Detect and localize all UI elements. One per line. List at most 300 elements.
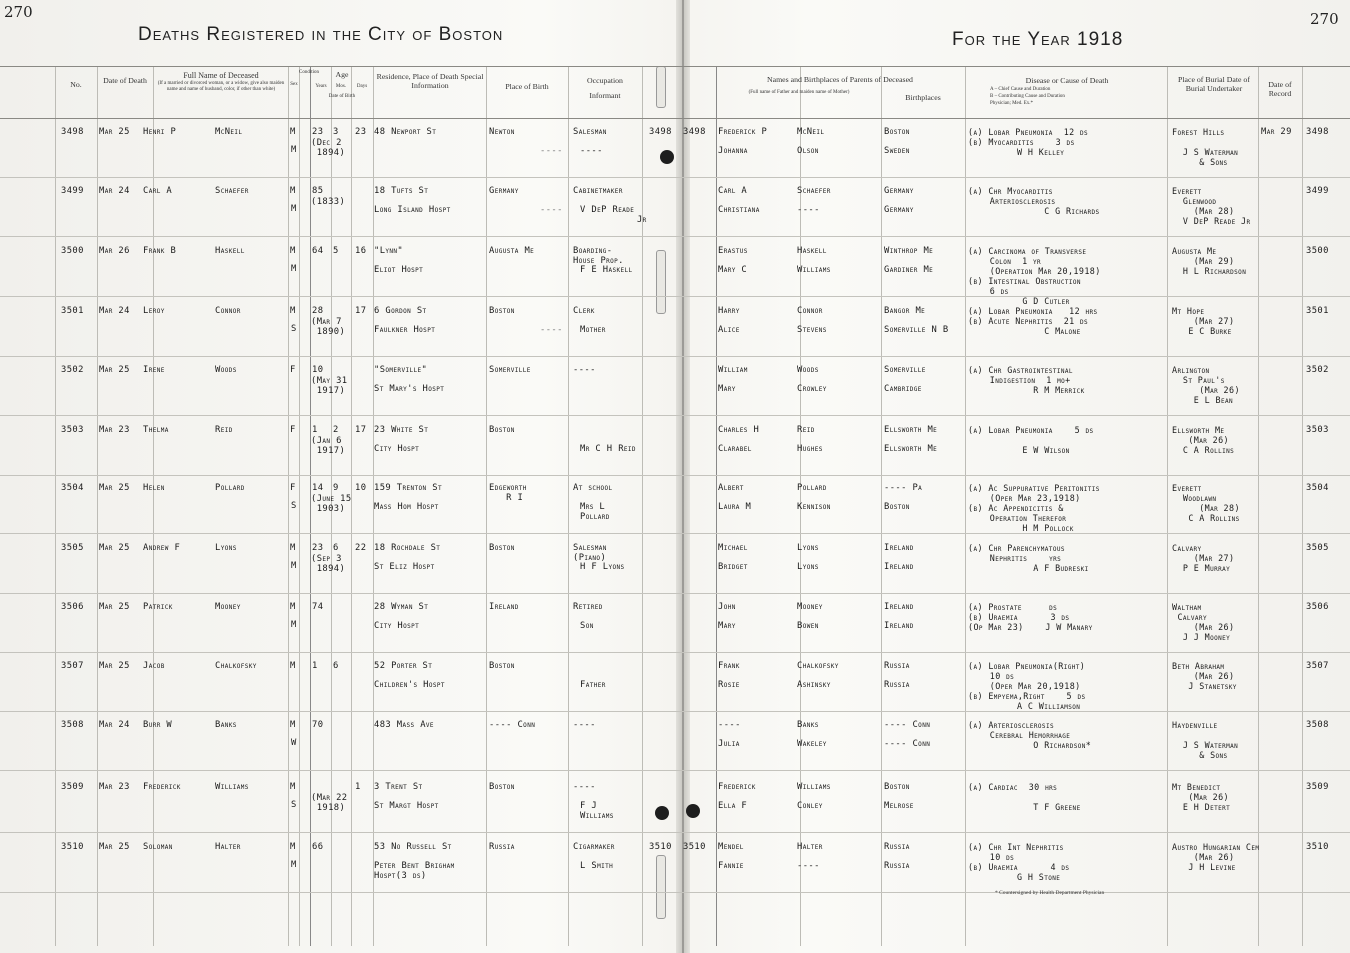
burial: Calvary (Mar 27) P E Murray: [1172, 543, 1235, 573]
mother-last: Bowen: [797, 621, 819, 631]
binding-tab: [656, 66, 666, 108]
father-first: Michael: [718, 543, 748, 553]
header-residence: Residence, Place of Death Special Information: [376, 72, 484, 90]
row-rule: [0, 832, 1350, 833]
rnum2: 3505: [1306, 543, 1329, 553]
cause: (a) Carcinoma of Transverse Colon 1 yr (Operation Mar 20,1918) (b) Intestinal Obstruction 6 ds G D Cutler: [968, 246, 1101, 306]
inf: F J Williams: [580, 801, 614, 821]
date: Mar 25: [99, 365, 130, 375]
row-rule: [0, 770, 1350, 771]
mother-first: Mary: [718, 621, 736, 631]
no: 3498: [61, 127, 84, 137]
cond: M: [291, 620, 297, 630]
first: Thelma: [143, 425, 169, 435]
burial: Forest Hills J S Waterman & Sons: [1172, 127, 1239, 167]
occ: ----: [573, 720, 596, 730]
row-rule: [0, 652, 1350, 653]
pob: Germany: [489, 186, 519, 196]
date: Mar 25: [99, 842, 130, 852]
rnum2: 3499: [1306, 186, 1329, 196]
years: 1: [312, 425, 318, 435]
date: Mar 24: [99, 306, 130, 316]
header-physician: Physician; Med. Ex.*: [990, 101, 1034, 106]
father-first: Frederick P: [718, 127, 768, 137]
father-first: ----: [718, 720, 741, 730]
first: Burr W: [143, 720, 173, 730]
date: Mar 23: [99, 425, 130, 435]
footnote: * Countersigned by Health Department Physician: [995, 890, 1105, 896]
dob: (May 31 1917): [311, 376, 348, 396]
header-mos: Mos.: [335, 84, 347, 89]
mother-first: Alice: [718, 325, 740, 335]
father-bp: Germany: [884, 186, 914, 196]
res2: Children's Hospt: [374, 680, 445, 690]
mother-last: Williams: [797, 265, 831, 275]
burial: Ellsworth Me (Mar 26) C A Rollins: [1172, 425, 1235, 455]
mother-last: Kennison: [797, 502, 831, 512]
date: Mar 25: [99, 127, 130, 137]
mother-first: Johanna: [718, 146, 748, 156]
res1: 53 No Russell St: [374, 842, 452, 852]
father-last: Chalkofsky: [797, 661, 839, 671]
father-first: Mendel: [718, 842, 744, 852]
father-last: Pollard: [797, 483, 827, 493]
sex: F: [290, 365, 296, 375]
burial: Augusta Me (Mar 29) H L Richardson: [1172, 246, 1247, 276]
pob: Boston: [489, 782, 515, 792]
mother-bp: Russia: [884, 861, 910, 871]
father-last: Halter: [797, 842, 823, 852]
header-years: Years: [315, 84, 327, 89]
rnum2: 3503: [1306, 425, 1329, 435]
burial: Haydenville J S Waterman & Sons: [1172, 720, 1239, 760]
occ: ----: [573, 782, 596, 792]
pob2: ----: [540, 325, 563, 335]
header-parents: Names and Birthplaces of Parents of Deceased: [767, 75, 913, 84]
father-first: Harry: [718, 306, 740, 316]
mother-bp: Boston: [884, 502, 910, 512]
sex: F: [290, 483, 296, 493]
mother-first: Clarabel: [718, 444, 752, 454]
res1: 18 Rochdale St: [374, 543, 441, 553]
burial: Everett Glenwood (Mar 28) V DeP Reade Jr: [1172, 186, 1251, 226]
rnum2: 3508: [1306, 720, 1329, 730]
res1: 6 Gordon St: [374, 306, 427, 316]
father-last: Schaefer: [797, 186, 831, 196]
dob: (Sep 3 1894): [311, 554, 346, 574]
mother-first: Mary: [718, 384, 736, 394]
header-disease: Disease or Cause of Death: [1025, 76, 1109, 85]
sex: M: [290, 842, 296, 852]
father-bp: Ireland: [884, 602, 914, 612]
rnum: 3510: [683, 842, 706, 852]
res1: "Somerville": [374, 365, 428, 375]
days: 17: [355, 425, 367, 435]
sex: M: [290, 127, 296, 137]
last: Banks: [215, 720, 237, 730]
binding-hole: [660, 150, 674, 164]
years: 23: [312, 543, 324, 553]
header-full-name-note: (If a married or divorced woman, or a widow, give also maiden name and name of husband, color, if other than white): [157, 81, 285, 92]
inf: V DeP Reade Jr: [580, 205, 647, 225]
rnum2: 3507: [1306, 661, 1329, 671]
page-number-right: 270: [1310, 10, 1339, 28]
mother-bp: Ireland: [884, 562, 914, 572]
res1: 28 Wyman St: [374, 602, 429, 612]
header-age: Age: [335, 70, 349, 79]
last: Haskell: [215, 246, 245, 256]
gnum: 3498: [649, 127, 672, 137]
mother-last: ----: [797, 205, 820, 215]
header-place-of-birth: Place of Birth: [505, 82, 549, 91]
no: 3500: [61, 246, 84, 256]
last: Reid: [215, 425, 233, 435]
years: 14: [312, 483, 324, 493]
dob: (Mar 22 1918): [311, 793, 348, 813]
cause: (a) Chr Myocarditis Arteriosclerosis C G Richards: [968, 186, 1100, 216]
father-last: Mooney: [797, 602, 823, 612]
days: 1: [355, 782, 361, 792]
days: 10: [355, 483, 367, 493]
cause: (a) Cardiac 30 hrs T F Greene: [968, 782, 1081, 812]
last: Schaefer: [215, 186, 249, 196]
days: 16: [355, 246, 367, 256]
cause: (a) Lobar Pneumonia 12 hrs (b) Acute Nephritis 21 ds C Malone: [968, 306, 1098, 336]
row-rule: [0, 533, 1350, 534]
occ: Cigarmaker: [573, 842, 615, 852]
mother-first: Ella F: [718, 801, 748, 811]
res1: 159 Trenton St: [374, 483, 442, 493]
row-rule: [0, 593, 1350, 594]
cond: S: [291, 800, 297, 810]
column-rule: [55, 66, 56, 946]
occ: Boarding- House Prop.: [573, 246, 624, 266]
dob: (Jan 6 1917): [311, 436, 346, 456]
cause: (a) Prostate ds (b) Uraemia 3 ds (Op Mar 23) J W Manary: [968, 602, 1093, 632]
father-first: Frederick: [718, 782, 756, 792]
no: 3501: [61, 306, 84, 316]
header-rule: [0, 66, 1350, 67]
sex: M: [290, 543, 296, 553]
last: Pollard: [215, 483, 245, 493]
cause: (a) Chr Int Nephritis 10 ds (b) Uraemia 4 ds G H Stone: [968, 842, 1070, 882]
header-rule: [0, 118, 1350, 119]
mother-last: ----: [797, 861, 820, 871]
first: Henri P: [143, 127, 177, 137]
binding-hole: [686, 804, 700, 818]
date: Mar 25: [99, 483, 130, 493]
column-rule: [1167, 66, 1168, 946]
pob: Boston: [489, 425, 515, 435]
father-bp: Somerville: [884, 365, 926, 375]
pob: Newton: [489, 127, 515, 137]
last: McNeil: [215, 127, 243, 137]
father-first: Erastus: [718, 246, 748, 256]
rnum2: 3504: [1306, 483, 1329, 493]
header-burial: Place of Burial Date of Burial Undertaker: [1178, 75, 1250, 93]
father-last: Reid: [797, 425, 815, 435]
no: 3507: [61, 661, 84, 671]
sex: M: [290, 306, 296, 316]
mother-bp: Cambridge: [884, 384, 922, 394]
cond: S: [291, 501, 297, 511]
no: 3503: [61, 425, 84, 435]
mother-bp: Germany: [884, 205, 914, 215]
dob: (1833): [311, 197, 346, 207]
column-rule: [881, 66, 882, 946]
father-last: Woods: [797, 365, 819, 375]
father-first: Charles H: [718, 425, 760, 435]
sex: M: [290, 602, 296, 612]
pob: ---- Conn: [489, 720, 536, 730]
no: 3504: [61, 483, 84, 493]
header-birthplaces: Birthplaces: [905, 93, 941, 102]
father-last: Banks: [797, 720, 819, 730]
header-full-name: Full Name of Deceased: [183, 71, 259, 80]
inf: L Smith: [580, 861, 614, 871]
dob: (Dec 2 1894): [311, 138, 346, 158]
pob: Russia: [489, 842, 515, 852]
cond: M: [291, 561, 297, 571]
mother-first: Bridget: [718, 562, 748, 572]
date: Mar 25: [99, 602, 130, 612]
last: Lyons: [215, 543, 237, 553]
res2: City Hospt: [374, 444, 420, 454]
header-sex: Sex: [290, 82, 298, 87]
first: Carl A: [143, 186, 173, 196]
mother-first: Fannie: [718, 861, 744, 871]
sex: M: [290, 246, 296, 256]
column-rule: [288, 66, 289, 946]
cause: (a) Lobar Pneumonia 5 ds E W Wilson: [968, 425, 1094, 455]
pob2: ----: [540, 205, 563, 215]
column-rule: [97, 66, 98, 946]
mother-last: Crowley: [797, 384, 827, 394]
occ: Clerk: [573, 306, 595, 316]
column-rule: [642, 66, 643, 946]
column-rule: [965, 66, 966, 946]
no: 3510: [61, 842, 84, 852]
res2: Eliot Hospt: [374, 265, 424, 275]
res2: Peter Bent Brigham Hospt(3 ds): [374, 861, 455, 881]
mother-bp: Sweden: [884, 146, 910, 156]
father-last: Connor: [797, 306, 823, 316]
row-rule: [0, 356, 1350, 357]
pob: Ireland: [489, 602, 519, 612]
header-date-of-death: Date of Death: [103, 76, 147, 85]
mother-bp: ---- Conn: [884, 739, 931, 749]
sex: F: [290, 425, 296, 435]
title-left: Deaths Registered in the City of Boston: [138, 24, 504, 45]
father-bp: Russia: [884, 661, 910, 671]
burial: Mt Hope (Mar 27) E C Burke: [1172, 306, 1235, 336]
mother-bp: Melrose: [884, 801, 914, 811]
header-days: Days: [356, 84, 368, 89]
res1: "Lynn": [374, 246, 404, 256]
row-rule: [0, 475, 1350, 476]
dob: (Mar 7 1890): [311, 317, 346, 337]
mother-last: Lyons: [797, 562, 819, 572]
res1: 48 Newport St: [374, 127, 437, 137]
no: 3508: [61, 720, 84, 730]
years: 85: [312, 186, 324, 196]
pob: Edgeworth R I: [489, 483, 527, 503]
row-rule: [0, 892, 1350, 893]
res2: Faulkner Hospt: [374, 325, 436, 335]
rnum2: 3506: [1306, 602, 1329, 612]
first: Irene: [143, 365, 165, 375]
years: 23: [312, 127, 324, 137]
res1: 483 Mass Ave: [374, 720, 434, 730]
occ: Cabinetmaker: [573, 186, 623, 196]
no: 3506: [61, 602, 84, 612]
last: Halter: [215, 842, 241, 852]
inf: ----: [580, 146, 603, 156]
date: Mar 23: [99, 782, 130, 792]
last: Mooney: [215, 602, 241, 612]
mother-bp: Russia: [884, 680, 910, 690]
cond: M: [291, 145, 297, 155]
years: 70: [312, 720, 324, 730]
title-right: For the Year 1918: [952, 29, 1124, 50]
mother-first: Christiana: [718, 205, 760, 215]
mother-bp: Gardiner Me: [884, 265, 934, 275]
row-rule: [0, 415, 1350, 416]
pob: Boston: [489, 661, 515, 671]
column-rule: [153, 66, 154, 946]
inf: Mother: [580, 325, 606, 335]
first: Frank B: [143, 246, 177, 256]
binding-tab: [656, 250, 666, 314]
father-first: Carl A: [718, 186, 748, 196]
sex: M: [290, 186, 296, 196]
res2: City Hospt: [374, 621, 420, 631]
sex: M: [290, 720, 296, 730]
header-disease-a: A – Chief Cause and Duration: [990, 87, 1051, 92]
mother-first: Julia: [718, 739, 740, 749]
res1: 3 Trent St: [374, 782, 423, 792]
mother-last: Hughes: [797, 444, 823, 454]
first: Frederick: [143, 782, 181, 792]
row-rule: [0, 296, 1350, 297]
column-rule: [1258, 66, 1259, 946]
inf: Mr C H Reid: [580, 444, 636, 454]
cond: M: [291, 264, 297, 274]
inf: Son: [580, 621, 594, 631]
father-last: Lyons: [797, 543, 819, 553]
rnum2: 3500: [1306, 246, 1329, 256]
rnum2: 3510: [1306, 842, 1329, 852]
mos: 9: [333, 483, 339, 493]
res2: St Eliz Hospt: [374, 562, 435, 572]
rnum2: 3509: [1306, 782, 1329, 792]
first: Leroy: [143, 306, 165, 316]
column-rule: [568, 66, 569, 946]
res1: 52 Porter St: [374, 661, 433, 671]
date: Mar 24: [99, 720, 130, 730]
no: 3499: [61, 186, 84, 196]
cond: M: [291, 860, 297, 870]
page-number-left: 270: [4, 3, 33, 21]
father-bp: Ireland: [884, 543, 914, 553]
res2: Long Island Hospt: [374, 205, 451, 215]
father-first: Frank: [718, 661, 740, 671]
occ: ----: [573, 365, 596, 375]
res2: Mass Hom Hospt: [374, 502, 439, 512]
father-last: Haskell: [797, 246, 827, 256]
no: 3505: [61, 543, 84, 553]
cause: (a) Lobar Pneumonia(Right) 10 ds (Oper Mar 20,1918) (b) Empyema,Right 5 ds A C Williamson: [968, 661, 1086, 711]
mos: 2: [333, 425, 339, 435]
first: Soloman: [143, 842, 173, 852]
header-informant: Informant: [589, 91, 621, 100]
rnum2: 3498: [1306, 127, 1329, 137]
burial: Beth Abraham (Mar 26) J Stanetsky: [1172, 661, 1237, 691]
date: Mar 24: [99, 186, 130, 196]
father-bp: ---- Pa: [884, 483, 923, 493]
mother-last: Stevens: [797, 325, 827, 335]
years: 28: [312, 306, 324, 316]
days: 23: [355, 127, 367, 137]
date: Mar 25: [99, 543, 130, 553]
burial: Mt Benedict (Mar 26) E H Detert: [1172, 782, 1231, 812]
column-rule: [1302, 66, 1303, 946]
column-rule: [299, 66, 300, 946]
sex: M: [290, 782, 296, 792]
mother-first: Mary C: [718, 265, 748, 275]
mother-first: Laura M: [718, 502, 752, 512]
row-rule: [0, 236, 1350, 237]
res1: 23 White St: [374, 425, 429, 435]
cause: (a) Chr Parenchymatous Nephritis yrs A F Budreski: [968, 543, 1089, 573]
father-bp: Ellsworth Me: [884, 425, 938, 435]
header-date-of-record: Date of Record: [1268, 80, 1292, 98]
days: 17: [355, 306, 367, 316]
inf: H F Lyons: [580, 562, 625, 572]
occ: At school: [573, 483, 613, 493]
cond: S: [291, 324, 297, 334]
res2: St Margt Hospt: [374, 801, 439, 811]
mother-bp: Ellsworth Me: [884, 444, 938, 454]
row-rule: [0, 177, 1350, 178]
burial: Waltham Calvary (Mar 26) J J Mooney: [1172, 602, 1235, 642]
date: Mar 26: [99, 246, 130, 256]
mother-first: Rosie: [718, 680, 740, 690]
father-first: William: [718, 365, 748, 375]
header-no: No.: [70, 80, 82, 89]
years: 66: [312, 842, 324, 852]
first: Patrick: [143, 602, 173, 612]
occ: Salesman (Piano): [573, 543, 607, 563]
last: Chalkofsky: [215, 661, 257, 671]
dob: (June 15 1903): [311, 494, 352, 514]
record: Mar 29: [1261, 127, 1292, 137]
last: Woods: [215, 365, 237, 375]
years: 64: [312, 246, 324, 256]
header-disease-b: B – Contributing Cause and Duration: [990, 94, 1065, 99]
pob: Boston: [489, 306, 515, 316]
cause: (a) Arteriosclerosis Cerebral Hemorrhage O Richardson*: [968, 720, 1092, 750]
father-bp: Boston: [884, 127, 910, 137]
rnum: 3498: [683, 127, 706, 137]
father-bp: Boston: [884, 782, 910, 792]
binding-hole: [655, 806, 669, 820]
row-rule: [0, 711, 1350, 712]
rnum2: 3502: [1306, 365, 1329, 375]
pob2: ----: [540, 146, 563, 156]
res1: 18 Tufts St: [374, 186, 429, 196]
no: 3502: [61, 365, 84, 375]
